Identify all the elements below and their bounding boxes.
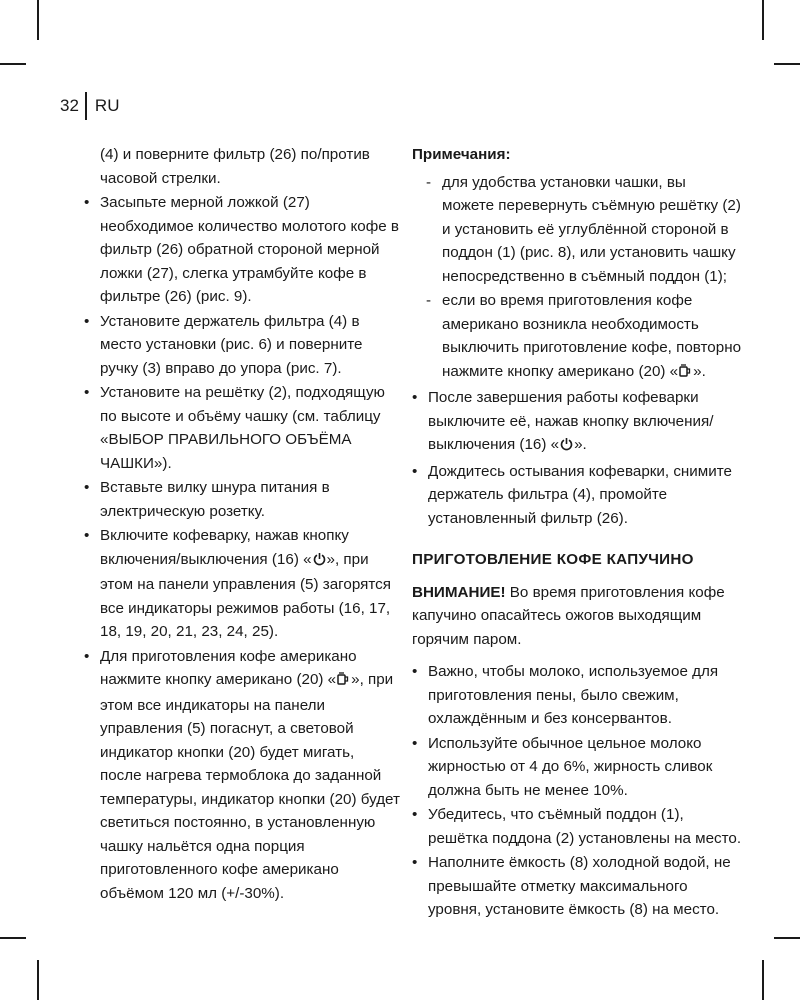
- note-item: - для удобства установки чашки, вы можете перевернуть съёмную решётку (2) и установить её углублённой стороной в поддон (1) (рис. 8), или установить чашку непосредственно в съёмный поддон (1);: [412, 171, 742, 289]
- language-label: RU: [94, 96, 120, 115]
- list-item: • Наполните ёмкость (8) холодной водой, не превышайте отметку максимального уровня, установите ёмкость (8) на место.: [412, 851, 742, 922]
- crop-mark: [37, 960, 39, 1000]
- crop-mark: [774, 63, 800, 65]
- list-item-text: После завершения работы кофеварки выключите её, нажав кнопку включения/выключения (16) «: [428, 389, 714, 453]
- note-item-text: ».: [693, 362, 706, 380]
- list-item-text: », при этом все индикаторы на панели управления (5) погаснут, а световой индикатор кнопки (20) будет мигать, после нагрева термоблока до заданной температуры, индикатор кнопки (20) будет светиться постоянно, в установленную чашку нальётся одна порция приготовленного кофе американо объёмом 120 мл (+/-30%).: [100, 671, 400, 902]
- crop-mark: [0, 937, 26, 939]
- warning-body: Во время приготовления кофе капучино опасайтесь ожогов выходящим горячим паром.: [412, 583, 725, 648]
- power-icon: [560, 435, 573, 459]
- list-item: [84, 645, 400, 906]
- note-item: [412, 289, 742, 385]
- notes-title: Примечания:: [412, 146, 511, 163]
- list-item: • Важно, чтобы молоко, используемое для приготовления пены, было свежим, охлаждённым и без консервантов.: [412, 660, 742, 731]
- crop-mark: [774, 937, 800, 939]
- left-column: [84, 143, 400, 906]
- americano-cup-icon: [679, 362, 692, 386]
- list-item: • Засыпьте мерной ложкой (27) необходимое количество молотого кофе в фильтр (26) обратной стороной мерной ложки (27), слегка утрамбуйте кофе в фильтре (26) (рис. 9).: [84, 191, 400, 309]
- list-item: • Установите держатель фильтра (4) в место установки (рис. 6) и поверните ручку (3) вправо до упора (рис. 7).: [84, 310, 400, 381]
- header-divider: [85, 92, 87, 120]
- list-item-text: », при этом на панели управления (5) загорятся все индикаторы режимов работы (16, 17, 18, 19, 20, 21, 23, 24, 25).: [100, 550, 391, 640]
- list-item: • Вставьте вилку шнура питания в электрическую розетку.: [84, 476, 400, 523]
- page-header: [60, 92, 119, 120]
- note-item-text: если во время приготовления кофе американо возникла необходимость выключить приготовление кофе, повторно нажмите кнопку американо (20) «: [442, 292, 742, 380]
- list-item-text: Включите кофеварку, нажав кнопку включения/выключения (16) «: [100, 527, 349, 568]
- americano-cup-icon: [337, 670, 350, 694]
- list-item-text: Для приготовления кофе американо нажмите кнопку американо (20) «: [100, 647, 357, 688]
- crop-mark: [762, 0, 764, 40]
- crop-mark: [37, 0, 39, 40]
- continuation-text: (4) и поверните фильтр (26) по/против часовой стрелки.: [100, 146, 370, 187]
- list-item: • Установите на решётку (2), подходящую по высоте и объёму чашку (см. таблицу «ВЫБОР ПРАВИЛЬНОГО ОБЪЁМА ЧАШКИ»).: [84, 381, 400, 475]
- list-item: • Дождитесь остывания кофеварки, снимите держатель фильтра (4), промойте установленный фильтр (26).: [412, 460, 742, 531]
- crop-mark: [762, 960, 764, 1000]
- list-item-text: ».: [574, 436, 587, 453]
- section-heading: ПРИГОТОВЛЕНИЕ КОФЕ КАПУЧИНО: [412, 551, 694, 568]
- warning-text: [412, 581, 742, 652]
- page-number: 32: [60, 96, 79, 115]
- list-item: • Используйте обычное цельное молоко жирностью от 4 до 6%, жирность сливок должна быть не менее 10%.: [412, 732, 742, 803]
- power-icon: [313, 550, 326, 574]
- list-item: [84, 524, 400, 644]
- warning-label: ВНИМАНИЕ!: [412, 583, 506, 601]
- list-item: [412, 386, 742, 459]
- right-column: [412, 143, 742, 923]
- list-item: • Убедитесь, что съёмный поддон (1), решётка поддона (2) установлены на место.: [412, 803, 742, 850]
- crop-mark: [0, 63, 26, 65]
